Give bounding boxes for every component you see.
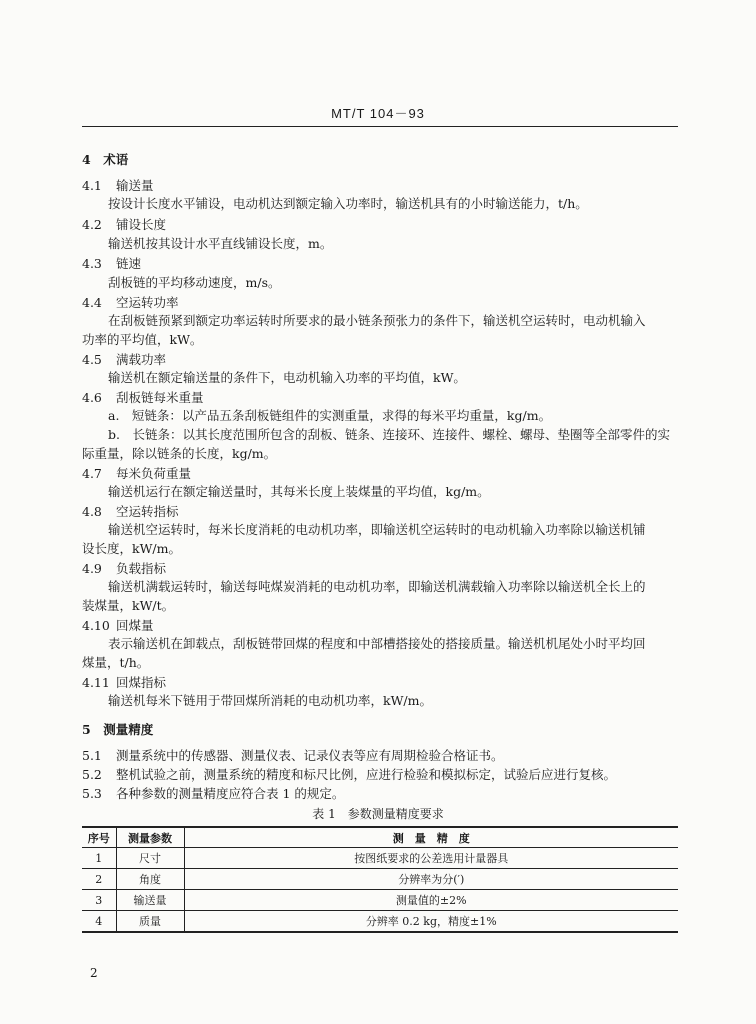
clause-number: 4.10 xyxy=(82,618,110,633)
clause-title: 刮板链每米重量 xyxy=(116,390,204,405)
clause-number: 4.11 xyxy=(82,675,110,690)
clause-4-4-body-1: 在刮板链预紧到额定功率运转时所要求的最小链条预张力的条件下，输送机空运转时，电动机输入 xyxy=(108,313,646,328)
cell-parameter: 输送量 xyxy=(116,890,184,911)
table-1 xyxy=(82,826,678,933)
clause-4-10-body-1: 表示输送机在卸载点，刮板链带回煤的程度和中部槽搭接处的搭接质量。输送机机尾处小时平均回 xyxy=(108,636,646,651)
clause-5-1 xyxy=(82,748,504,764)
standard-number-header: MT/T 104－93 xyxy=(331,106,425,121)
cell-index: 1 xyxy=(82,848,116,869)
clause-title: 链速 xyxy=(116,256,142,271)
clause-4-11-body-1: 输送机每米下链用于带回煤所消耗的电动机功率，kW/m。 xyxy=(108,693,432,708)
table-row xyxy=(82,911,678,933)
clause-number: 4.8 xyxy=(82,504,102,519)
clause-4-6-body-b2: 际重量，除以链条的长度，kg/m。 xyxy=(82,446,277,461)
clause-title: 回煤量 xyxy=(116,618,154,633)
header-index: 序号 xyxy=(82,827,116,848)
clause-4-6-body-a: a. 短链条：以产品五条刮板链组件的实测重量，求得的每米平均重量，kg/m。 xyxy=(108,408,552,423)
clause-4-4-body-2: 功率的平均值，kW。 xyxy=(82,332,203,347)
header-accuracy: 测 量 精 度 xyxy=(184,827,678,848)
cell-index: 4 xyxy=(82,911,116,933)
clause-4-3-heading xyxy=(82,256,141,272)
clause-title: 负载指标 xyxy=(116,561,167,576)
clause-4-11-heading xyxy=(82,675,166,691)
clause-text: 测量系统中的传感器、测量仪表、记录仪表等应有周期检验合格证书。 xyxy=(116,748,504,763)
clause-4-8-heading xyxy=(82,504,179,520)
clause-4-9-body-2: 装煤量，kW/t。 xyxy=(82,598,175,613)
table-row xyxy=(82,869,678,890)
table-row xyxy=(82,848,678,869)
cell-accuracy: 按图纸要求的公差选用计量器具 xyxy=(184,848,678,869)
clause-4-2-body-1: 输送机按其设计水平直线铺设长度，m。 xyxy=(108,236,333,251)
cell-accuracy: 测量值的±2% xyxy=(184,890,678,911)
clause-number: 4.1 xyxy=(82,178,102,193)
clause-4-9-body-1: 输送机满载运转时，输送每吨煤炭消耗的电动机功率，即输送机满载输入功率除以输送机全长上的 xyxy=(108,579,646,594)
cell-accuracy: 分辨率为分(′) xyxy=(184,869,678,890)
clause-4-10-heading xyxy=(82,618,154,634)
table-row xyxy=(82,890,678,911)
clause-4-5-body-1: 输送机在额定输送量的条件下，电动机输入功率的平均值，kW。 xyxy=(108,370,466,385)
clause-title: 每米负荷重量 xyxy=(116,466,192,481)
section-4-title: 4 术语 xyxy=(82,152,129,167)
clause-title: 满载功率 xyxy=(116,352,167,367)
cell-index: 3 xyxy=(82,890,116,911)
cell-parameter: 尺寸 xyxy=(116,848,184,869)
clause-number: 5.1 xyxy=(82,748,102,763)
clause-title: 铺设长度 xyxy=(116,217,167,232)
header-rule xyxy=(82,126,678,127)
clause-number: 4.5 xyxy=(82,352,102,367)
clause-4-1-body-1: 按设计长度水平铺设，电动机达到额定输入功率时，输送机具有的小时输送能力，t/h。 xyxy=(108,196,588,211)
clause-4-8-body-2: 设长度，kW/m。 xyxy=(82,541,181,556)
cell-parameter: 质量 xyxy=(116,911,184,933)
clause-4-3-body-1: 刮板链的平均移动速度，m/s。 xyxy=(108,275,281,290)
clause-4-6-heading xyxy=(82,390,204,406)
clause-title: 空运转功率 xyxy=(116,295,179,310)
clause-title: 空运转指标 xyxy=(116,504,179,519)
clause-4-4-heading xyxy=(82,295,179,311)
clause-number: 4.4 xyxy=(82,295,102,310)
clause-number: 4.9 xyxy=(82,561,102,576)
clause-4-6-body-b1: b. 长链条：以其长度范围所包含的刮板、链条、连接环、连接件、螺栓、螺母、垫圈等全部零件的实 xyxy=(108,427,670,442)
clause-4-1-heading xyxy=(82,178,154,194)
clause-5-2 xyxy=(82,767,616,783)
clause-4-5-heading xyxy=(82,352,166,368)
clause-4-7-heading xyxy=(82,466,191,482)
clause-4-10-body-2: 煤量，t/h。 xyxy=(82,655,150,670)
clause-number: 4.7 xyxy=(82,466,102,481)
clause-title: 输送量 xyxy=(116,178,154,193)
page-number: 2 xyxy=(90,966,98,980)
section-5-title: 5 测量精度 xyxy=(82,722,154,737)
clause-text: 各种参数的测量精度应符合表 1 的规定。 xyxy=(116,786,345,801)
clause-5-3 xyxy=(82,786,344,802)
table-header-row xyxy=(82,827,678,848)
clause-number: 4.3 xyxy=(82,256,102,271)
clause-4-9-heading xyxy=(82,561,166,577)
clause-text: 整机试验之前，测量系统的精度和标尺比例，应进行检验和模拟标定，试验后应进行复核。 xyxy=(116,767,617,782)
clause-title: 回煤指标 xyxy=(116,675,167,690)
table-1-caption: 表 1 参数测量精度要求 xyxy=(312,807,444,821)
clause-number: 5.2 xyxy=(82,767,102,782)
clause-number: 4.6 xyxy=(82,390,102,405)
cell-parameter: 角度 xyxy=(116,869,184,890)
cell-accuracy: 分辨率 0.2 kg，精度±1% xyxy=(184,911,678,933)
header-parameter: 测量参数 xyxy=(116,827,184,848)
cell-index: 2 xyxy=(82,869,116,890)
clause-4-7-body-1: 输送机运行在额定输送量时，其每米长度上装煤量的平均值，kg/m。 xyxy=(108,484,490,499)
clause-4-8-body-1: 输送机空运转时，每米长度消耗的电动机功率，即输送机空运转时的电动机输入功率除以输送机铺 xyxy=(108,522,646,537)
clause-4-2-heading xyxy=(82,217,166,233)
clause-number: 5.3 xyxy=(82,786,102,801)
clause-number: 4.2 xyxy=(82,217,102,232)
